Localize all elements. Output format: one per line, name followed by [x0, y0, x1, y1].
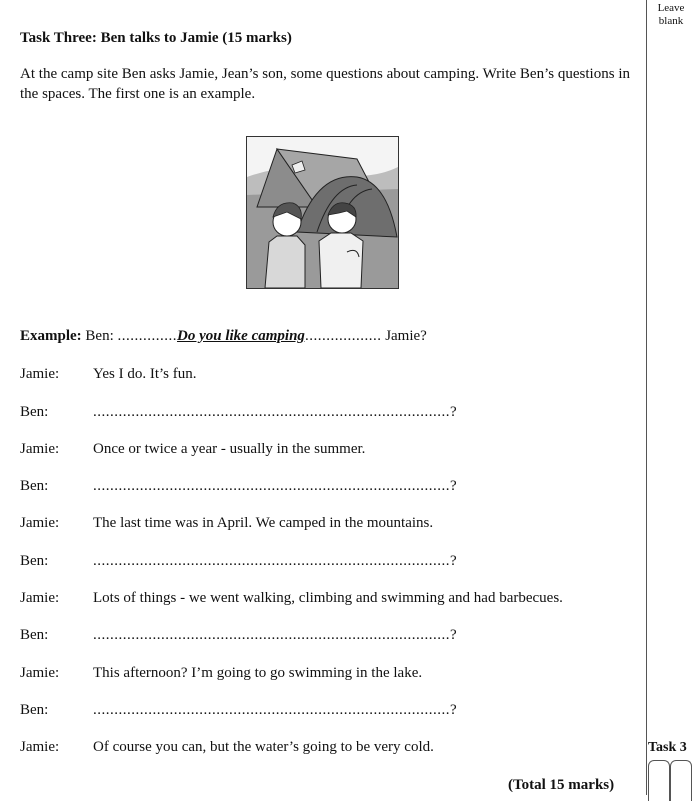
speaker: Ben:	[20, 627, 49, 643]
speaker: Ben:	[20, 478, 49, 494]
dialogue-text: The last time was in April. We camped in the mountains.	[93, 515, 434, 531]
example-dots-before: ..............	[117, 328, 178, 344]
speaker: Ben:	[20, 702, 49, 718]
leave-blank-note	[650, 2, 692, 28]
instructions: At the camp site Ben asks Jamie, Jean’s son, some questions about camping. Write Ben’s questions in the spaces. The first one is an example.	[20, 66, 630, 102]
camping-illustration-drawing	[247, 137, 398, 288]
dialogue-text: Once or twice a year - usually in the summer.	[93, 441, 366, 457]
speaker: Ben:	[20, 404, 49, 420]
total-marks: (Total 15 marks)	[508, 777, 615, 793]
example-answer: Do you like camping	[177, 328, 305, 344]
margin-line	[646, 0, 647, 795]
speaker: Jamie:	[20, 366, 60, 382]
speaker: Ben:	[20, 553, 49, 569]
answer-blank[interactable]: ....................................................................................?	[93, 404, 458, 420]
example-dots-after: ..................	[304, 328, 382, 344]
dialogue-text: Of course you can, but the water’s going to be very cold.	[93, 739, 434, 755]
speaker: Jamie:	[20, 665, 60, 681]
camping-illustration	[246, 136, 399, 289]
leave-label: Leave	[657, 2, 685, 14]
answer-blank[interactable]: ....................................................................................?	[93, 478, 458, 494]
example-label: Example:	[20, 328, 82, 344]
answer-blank[interactable]: ....................................................................................?	[93, 627, 458, 643]
speaker: Jamie:	[20, 590, 60, 606]
example-speaker: Ben:	[85, 328, 114, 344]
dialogue-text: Lots of things - we went walking, climbing and swimming and had barbecues.	[93, 590, 563, 606]
example-line	[20, 328, 427, 345]
speaker: Jamie:	[20, 739, 60, 755]
blank-label: blank	[658, 15, 684, 27]
dialogue-text: This afternoon? I’m going to go swimming in the lake.	[93, 665, 423, 681]
speaker: Jamie:	[20, 515, 60, 531]
task-title: Task Three: Ben talks to Jamie (15 marks)	[20, 30, 292, 46]
dialogue-text: Yes I do. It’s fun.	[93, 366, 197, 382]
speaker: Jamie:	[20, 441, 60, 457]
answer-blank[interactable]: ....................................................................................?	[93, 553, 458, 569]
example-end: Jamie?	[385, 328, 427, 344]
answer-blank[interactable]: ....................................................................................?	[93, 702, 458, 718]
score-boxes	[648, 760, 692, 800]
task-score-label: Task 3	[648, 740, 687, 755]
